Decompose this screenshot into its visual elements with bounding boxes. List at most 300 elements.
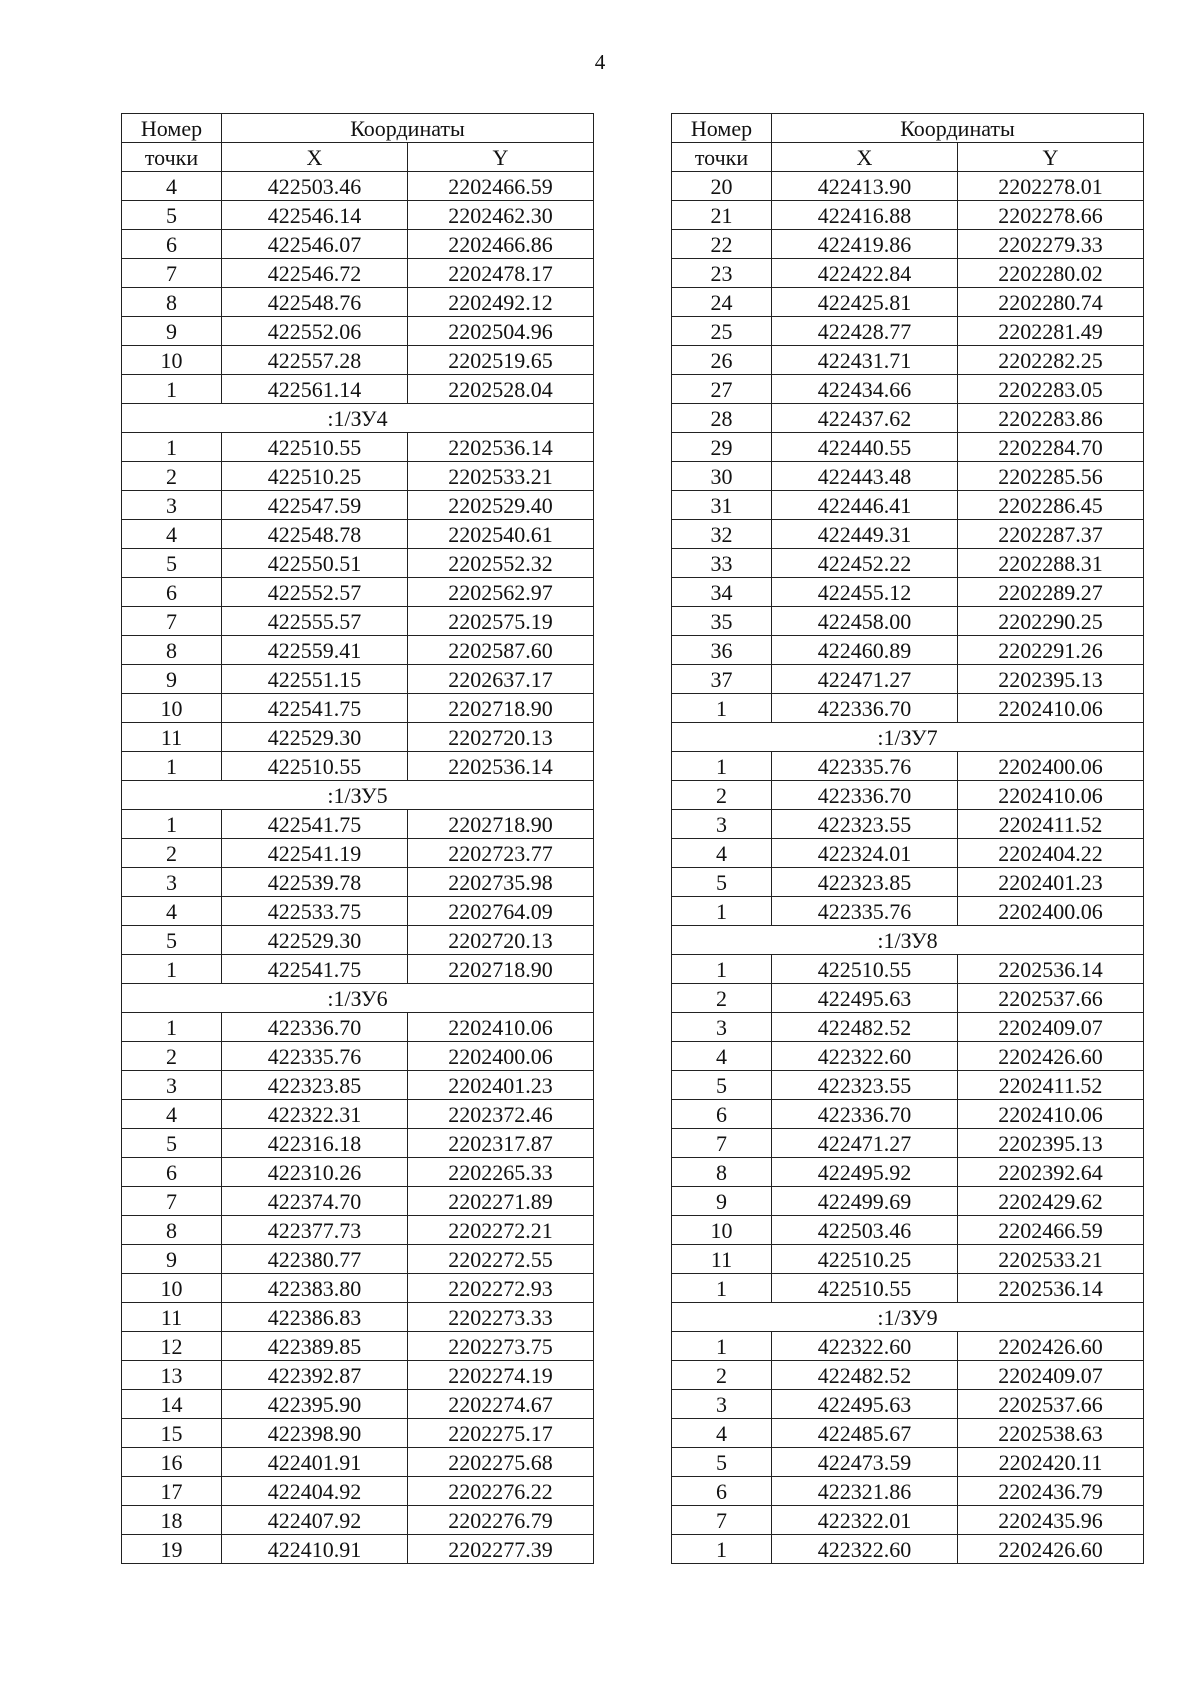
point-number-cell: 3 <box>672 810 772 839</box>
point-number-cell: 1 <box>122 955 222 984</box>
y-coordinate-cell: 2202536.14 <box>408 752 594 781</box>
point-number-cell: 1 <box>122 1013 222 1042</box>
point-number-cell: 37 <box>672 665 772 694</box>
table-row <box>672 781 1144 810</box>
x-coordinate-cell: 422485.67 <box>772 1419 958 1448</box>
y-coordinate-cell: 2202536.14 <box>958 955 1144 984</box>
x-coordinate-cell: 422404.92 <box>222 1477 408 1506</box>
y-coordinate-cell: 2202401.23 <box>958 868 1144 897</box>
x-coordinate-cell: 422322.60 <box>772 1535 958 1564</box>
y-coordinate-cell: 2202289.27 <box>958 578 1144 607</box>
table-row <box>122 1100 594 1129</box>
table-row <box>672 172 1144 201</box>
table-row <box>122 1361 594 1390</box>
table-row <box>122 1071 594 1100</box>
point-number-cell: 13 <box>122 1361 222 1390</box>
y-coordinate-cell: 2202420.11 <box>958 1448 1144 1477</box>
x-coordinate-cell: 422495.63 <box>772 984 958 1013</box>
y-coordinate-cell: 2202283.05 <box>958 375 1144 404</box>
table-row <box>672 433 1144 462</box>
point-number-cell: 8 <box>122 636 222 665</box>
table-row <box>122 723 594 752</box>
y-coordinate-cell: 2202492.12 <box>408 288 594 317</box>
x-coordinate-cell: 422495.63 <box>772 1390 958 1419</box>
point-number-cell: 31 <box>672 491 772 520</box>
point-number-cell: 7 <box>122 259 222 288</box>
y-coordinate-cell: 2202279.33 <box>958 230 1144 259</box>
section-label: :1/ЗУ7 <box>672 723 1144 752</box>
y-coordinate-cell: 2202462.30 <box>408 201 594 230</box>
point-number-cell: 1 <box>122 375 222 404</box>
table-row <box>122 839 594 868</box>
table-row <box>122 694 594 723</box>
x-coordinate-cell: 422410.91 <box>222 1535 408 1564</box>
y-coordinate-cell: 2202435.96 <box>958 1506 1144 1535</box>
table-row <box>672 839 1144 868</box>
table-row <box>122 1390 594 1419</box>
table-row <box>672 578 1144 607</box>
x-coordinate-cell: 422392.87 <box>222 1361 408 1390</box>
point-number-cell: 28 <box>672 404 772 433</box>
x-coordinate-cell: 422546.14 <box>222 201 408 230</box>
point-number-cell: 14 <box>122 1390 222 1419</box>
point-number-header-line2: точки <box>672 143 772 172</box>
x-coordinate-cell: 422552.06 <box>222 317 408 346</box>
point-number-cell: 1 <box>672 955 772 984</box>
x-coordinate-cell: 422440.55 <box>772 433 958 462</box>
point-number-cell: 2 <box>122 462 222 491</box>
table-row <box>122 926 594 955</box>
table-row <box>672 1158 1144 1187</box>
y-coordinate-cell: 2202562.97 <box>408 578 594 607</box>
table-row <box>672 694 1144 723</box>
table-row <box>122 1216 594 1245</box>
table-row <box>122 1535 594 1564</box>
y-coordinate-cell: 2202426.60 <box>958 1332 1144 1361</box>
x-coordinate-cell: 422425.81 <box>772 288 958 317</box>
table-row <box>122 897 594 926</box>
y-coordinate-cell: 2202410.06 <box>958 1100 1144 1129</box>
x-coordinate-cell: 422550.51 <box>222 549 408 578</box>
x-coordinate-cell: 422495.92 <box>772 1158 958 1187</box>
y-coordinate-cell: 2202536.14 <box>408 433 594 462</box>
y-coordinate-cell: 2202718.90 <box>408 694 594 723</box>
x-coordinate-cell: 422529.30 <box>222 723 408 752</box>
table-row <box>122 636 594 665</box>
y-coordinate-cell: 2202401.23 <box>408 1071 594 1100</box>
point-number-cell: 27 <box>672 375 772 404</box>
y-coordinate-cell: 2202273.33 <box>408 1303 594 1332</box>
point-number-cell: 6 <box>122 578 222 607</box>
x-coordinate-cell: 422335.76 <box>222 1042 408 1071</box>
y-coordinate-cell: 2202280.74 <box>958 288 1144 317</box>
point-number-cell: 3 <box>672 1390 772 1419</box>
y-coordinate-cell: 2202409.07 <box>958 1013 1144 1042</box>
section-label: :1/ЗУ8 <box>672 926 1144 955</box>
y-coordinate-cell: 2202278.01 <box>958 172 1144 201</box>
table-row <box>672 1390 1144 1419</box>
table-row <box>672 810 1144 839</box>
y-coordinate-cell: 2202284.70 <box>958 433 1144 462</box>
y-coordinate-cell: 2202392.64 <box>958 1158 1144 1187</box>
x-coordinate-cell: 422413.90 <box>772 172 958 201</box>
y-coordinate-cell: 2202276.22 <box>408 1477 594 1506</box>
table-row <box>672 1013 1144 1042</box>
point-number-cell: 1 <box>672 897 772 926</box>
table-row <box>122 752 594 781</box>
table-row <box>672 1187 1144 1216</box>
table-row <box>672 288 1144 317</box>
point-number-cell: 11 <box>122 1303 222 1332</box>
x-coordinate-cell: 422557.28 <box>222 346 408 375</box>
x-coordinate-cell: 422547.59 <box>222 491 408 520</box>
y-coordinate-cell: 2202718.90 <box>408 810 594 839</box>
section-label: :1/ЗУ4 <box>122 404 594 433</box>
point-number-cell: 5 <box>122 549 222 578</box>
y-coordinate-cell: 2202536.14 <box>958 1274 1144 1303</box>
x-coordinate-cell: 422482.52 <box>772 1361 958 1390</box>
y-coordinate-cell: 2202400.06 <box>958 897 1144 926</box>
point-number-cell: 32 <box>672 520 772 549</box>
x-coordinate-cell: 422446.41 <box>772 491 958 520</box>
y-coordinate-cell: 2202429.62 <box>958 1187 1144 1216</box>
point-number-cell: 4 <box>672 839 772 868</box>
point-number-cell: 36 <box>672 636 772 665</box>
point-number-cell: 1 <box>672 1274 772 1303</box>
table-row <box>122 230 594 259</box>
y-coordinate-cell: 2202411.52 <box>958 1071 1144 1100</box>
x-coordinate-cell: 422422.84 <box>772 259 958 288</box>
table-row <box>672 491 1144 520</box>
x-coordinate-cell: 422310.26 <box>222 1158 408 1187</box>
x-coordinate-cell: 422482.52 <box>772 1013 958 1042</box>
y-coordinate-cell: 2202587.60 <box>408 636 594 665</box>
y-coordinate-cell: 2202291.26 <box>958 636 1144 665</box>
table-row <box>122 665 594 694</box>
table-row <box>672 462 1144 491</box>
table-row <box>672 984 1144 1013</box>
x-coordinate-cell: 422510.55 <box>772 955 958 984</box>
x-coordinate-cell: 422380.77 <box>222 1245 408 1274</box>
x-coordinate-cell: 422419.86 <box>772 230 958 259</box>
point-number-cell: 9 <box>672 1187 772 1216</box>
point-number-cell: 23 <box>672 259 772 288</box>
y-coordinate-cell: 2202400.06 <box>958 752 1144 781</box>
point-number-cell: 2 <box>122 1042 222 1071</box>
x-coordinate-cell: 422316.18 <box>222 1129 408 1158</box>
point-number-cell: 4 <box>122 172 222 201</box>
point-number-cell: 16 <box>122 1448 222 1477</box>
y-coordinate-cell: 2202272.21 <box>408 1216 594 1245</box>
table-row <box>122 433 594 462</box>
table-row <box>672 1071 1144 1100</box>
table-row <box>672 955 1144 984</box>
table-row <box>672 404 1144 433</box>
x-coordinate-cell: 422398.90 <box>222 1419 408 1448</box>
y-coordinate-cell: 2202410.06 <box>408 1013 594 1042</box>
x-coordinate-cell: 422386.83 <box>222 1303 408 1332</box>
x-coordinate-cell: 422428.77 <box>772 317 958 346</box>
point-number-cell: 4 <box>672 1419 772 1448</box>
y-coordinate-cell: 2202735.98 <box>408 868 594 897</box>
table-row <box>672 636 1144 665</box>
point-number-cell: 19 <box>122 1535 222 1564</box>
y-coordinate-cell: 2202533.21 <box>958 1245 1144 1274</box>
point-number-cell: 8 <box>122 1216 222 1245</box>
point-number-cell: 1 <box>122 810 222 839</box>
point-number-cell: 5 <box>672 1448 772 1477</box>
x-coordinate-cell: 422377.73 <box>222 1216 408 1245</box>
y-coordinate-cell: 2202285.56 <box>958 462 1144 491</box>
point-number-cell: 7 <box>122 1187 222 1216</box>
table-row <box>672 752 1144 781</box>
table-row <box>122 955 594 984</box>
table-row <box>672 1448 1144 1477</box>
x-coordinate-cell: 422529.30 <box>222 926 408 955</box>
y-coordinate-cell: 2202466.86 <box>408 230 594 259</box>
x-coordinate-cell: 422510.25 <box>772 1245 958 1274</box>
x-coordinate-cell: 422559.41 <box>222 636 408 665</box>
table-row <box>672 230 1144 259</box>
point-number-cell: 10 <box>672 1216 772 1245</box>
table-row <box>122 1303 594 1332</box>
y-coordinate-cell: 2202281.49 <box>958 317 1144 346</box>
x-coordinate-cell: 422510.55 <box>772 1274 958 1303</box>
table-row <box>672 201 1144 230</box>
table-row <box>672 1535 1144 1564</box>
point-number-cell: 1 <box>672 752 772 781</box>
x-coordinate-cell: 422431.71 <box>772 346 958 375</box>
table-row <box>122 1245 594 1274</box>
point-number-cell: 17 <box>122 1477 222 1506</box>
table-row <box>672 1419 1144 1448</box>
x-column-header: X <box>222 143 408 172</box>
table-row <box>672 1100 1144 1129</box>
y-coordinate-cell: 2202277.39 <box>408 1535 594 1564</box>
y-coordinate-cell: 2202395.13 <box>958 665 1144 694</box>
coordinates-header: Координаты <box>222 114 594 143</box>
table-row <box>122 1506 594 1535</box>
y-coordinate-cell: 2202466.59 <box>958 1216 1144 1245</box>
y-coordinate-cell: 2202278.66 <box>958 201 1144 230</box>
table-row <box>672 1216 1144 1245</box>
y-coordinate-cell: 2202275.68 <box>408 1448 594 1477</box>
point-number-cell: 1 <box>672 1332 772 1361</box>
table-row <box>122 346 594 375</box>
x-coordinate-cell: 422322.01 <box>772 1506 958 1535</box>
point-number-cell: 11 <box>122 723 222 752</box>
point-number-cell: 6 <box>122 230 222 259</box>
point-number-cell: 10 <box>122 694 222 723</box>
point-number-cell: 5 <box>122 926 222 955</box>
x-coordinate-cell: 422533.75 <box>222 897 408 926</box>
coordinates-table-left <box>121 113 594 1564</box>
x-coordinate-cell: 422510.55 <box>222 752 408 781</box>
point-number-cell: 3 <box>122 1071 222 1100</box>
y-coordinate-cell: 2202280.02 <box>958 259 1144 288</box>
x-coordinate-cell: 422510.55 <box>222 433 408 462</box>
y-coordinate-cell: 2202372.46 <box>408 1100 594 1129</box>
point-number-header: Номер <box>122 114 222 143</box>
table-row <box>122 172 594 201</box>
x-coordinate-cell: 422473.59 <box>772 1448 958 1477</box>
y-column-header: Y <box>958 143 1144 172</box>
coordinates-header: Координаты <box>772 114 1144 143</box>
point-number-cell: 2 <box>672 781 772 810</box>
x-coordinate-cell: 422395.90 <box>222 1390 408 1419</box>
x-coordinate-cell: 422548.78 <box>222 520 408 549</box>
y-coordinate-cell: 2202404.22 <box>958 839 1144 868</box>
x-coordinate-cell: 422503.46 <box>772 1216 958 1245</box>
y-coordinate-cell: 2202540.61 <box>408 520 594 549</box>
y-coordinate-cell: 2202276.79 <box>408 1506 594 1535</box>
table-row <box>122 1274 594 1303</box>
x-coordinate-cell: 422335.76 <box>772 897 958 926</box>
table-row <box>122 578 594 607</box>
x-coordinate-cell: 422336.70 <box>222 1013 408 1042</box>
table-row <box>672 897 1144 926</box>
table-row <box>122 1448 594 1477</box>
y-coordinate-cell: 2202637.17 <box>408 665 594 694</box>
section-label: :1/ЗУ6 <box>122 984 594 1013</box>
point-number-cell: 11 <box>672 1245 772 1274</box>
table-row <box>122 810 594 839</box>
x-coordinate-cell: 422546.72 <box>222 259 408 288</box>
point-number-cell: 1 <box>122 433 222 462</box>
y-coordinate-cell: 2202533.21 <box>408 462 594 491</box>
point-number-cell: 2 <box>672 984 772 1013</box>
y-coordinate-cell: 2202504.96 <box>408 317 594 346</box>
y-coordinate-cell: 2202286.45 <box>958 491 1144 520</box>
point-number-cell: 18 <box>122 1506 222 1535</box>
table-row <box>672 1361 1144 1390</box>
y-coordinate-cell: 2202537.66 <box>958 1390 1144 1419</box>
point-number-cell: 10 <box>122 346 222 375</box>
point-number-cell: 35 <box>672 607 772 636</box>
table-row <box>122 462 594 491</box>
point-number-cell: 9 <box>122 1245 222 1274</box>
table-row <box>122 1477 594 1506</box>
x-coordinate-cell: 422546.07 <box>222 230 408 259</box>
y-coordinate-cell: 2202283.86 <box>958 404 1144 433</box>
point-number-header: Номер <box>672 114 772 143</box>
y-coordinate-cell: 2202426.60 <box>958 1042 1144 1071</box>
x-coordinate-cell: 422322.60 <box>772 1332 958 1361</box>
x-coordinate-cell: 422322.31 <box>222 1100 408 1129</box>
point-number-cell: 1 <box>122 752 222 781</box>
section-row <box>672 1303 1144 1332</box>
y-coordinate-cell: 2202764.09 <box>408 897 594 926</box>
x-coordinate-cell: 422323.85 <box>772 868 958 897</box>
point-number-cell: 4 <box>672 1042 772 1071</box>
table-row <box>122 491 594 520</box>
y-coordinate-cell: 2202265.33 <box>408 1158 594 1187</box>
x-coordinate-cell: 422452.22 <box>772 549 958 578</box>
point-number-cell: 15 <box>122 1419 222 1448</box>
table-row <box>122 1419 594 1448</box>
point-number-cell: 1 <box>672 1535 772 1564</box>
section-row <box>672 926 1144 955</box>
y-coordinate-cell: 2202478.17 <box>408 259 594 288</box>
x-coordinate-cell: 422471.27 <box>772 1129 958 1158</box>
x-coordinate-cell: 422541.19 <box>222 839 408 868</box>
table-row <box>672 665 1144 694</box>
x-coordinate-cell: 422455.12 <box>772 578 958 607</box>
y-coordinate-cell: 2202282.25 <box>958 346 1144 375</box>
y-coordinate-cell: 2202275.17 <box>408 1419 594 1448</box>
x-coordinate-cell: 422561.14 <box>222 375 408 404</box>
x-coordinate-cell: 422434.66 <box>772 375 958 404</box>
point-number-header-line2: точки <box>122 143 222 172</box>
point-number-cell: 3 <box>122 491 222 520</box>
y-coordinate-cell: 2202272.55 <box>408 1245 594 1274</box>
x-coordinate-cell: 422322.60 <box>772 1042 958 1071</box>
y-coordinate-cell: 2202288.31 <box>958 549 1144 578</box>
point-number-cell: 4 <box>122 897 222 926</box>
y-coordinate-cell: 2202410.06 <box>958 781 1144 810</box>
x-coordinate-cell: 422539.78 <box>222 868 408 897</box>
point-number-cell: 20 <box>672 172 772 201</box>
table-row <box>122 868 594 897</box>
coordinates-table-right <box>671 113 1144 1564</box>
y-coordinate-cell: 2202538.63 <box>958 1419 1144 1448</box>
x-coordinate-cell: 422471.27 <box>772 665 958 694</box>
point-number-cell: 3 <box>672 1013 772 1042</box>
y-coordinate-cell: 2202409.07 <box>958 1361 1144 1390</box>
table-row <box>672 1332 1144 1361</box>
x-coordinate-cell: 422323.55 <box>772 810 958 839</box>
table-row <box>122 549 594 578</box>
x-coordinate-cell: 422336.70 <box>772 1100 958 1129</box>
x-coordinate-cell: 422374.70 <box>222 1187 408 1216</box>
point-number-cell: 7 <box>122 607 222 636</box>
y-coordinate-cell: 2202718.90 <box>408 955 594 984</box>
table-row <box>672 317 1144 346</box>
table-row <box>122 259 594 288</box>
table-row <box>122 317 594 346</box>
x-coordinate-cell: 422460.89 <box>772 636 958 665</box>
x-coordinate-cell: 422336.70 <box>772 781 958 810</box>
table-row <box>122 375 594 404</box>
table-row <box>122 520 594 549</box>
y-coordinate-cell: 2202528.04 <box>408 375 594 404</box>
x-coordinate-cell: 422555.57 <box>222 607 408 636</box>
x-coordinate-cell: 422323.85 <box>222 1071 408 1100</box>
point-number-cell: 7 <box>672 1506 772 1535</box>
table-row <box>122 1129 594 1158</box>
y-coordinate-cell: 2202529.40 <box>408 491 594 520</box>
x-coordinate-cell: 422336.70 <box>772 694 958 723</box>
table-row <box>122 1042 594 1071</box>
x-coordinate-cell: 422552.57 <box>222 578 408 607</box>
section-label: :1/ЗУ5 <box>122 781 594 810</box>
table-row <box>122 607 594 636</box>
y-coordinate-cell: 2202519.65 <box>408 346 594 375</box>
point-number-cell: 8 <box>672 1158 772 1187</box>
x-coordinate-cell: 422510.25 <box>222 462 408 491</box>
point-number-cell: 5 <box>122 1129 222 1158</box>
page-number: 4 <box>594 50 606 74</box>
point-number-cell: 22 <box>672 230 772 259</box>
section-row <box>122 984 594 1013</box>
table-row <box>122 1013 594 1042</box>
table-row <box>122 288 594 317</box>
x-coordinate-cell: 422323.55 <box>772 1071 958 1100</box>
point-number-cell: 4 <box>122 520 222 549</box>
section-row <box>122 781 594 810</box>
point-number-cell: 25 <box>672 317 772 346</box>
x-coordinate-cell: 422335.76 <box>772 752 958 781</box>
